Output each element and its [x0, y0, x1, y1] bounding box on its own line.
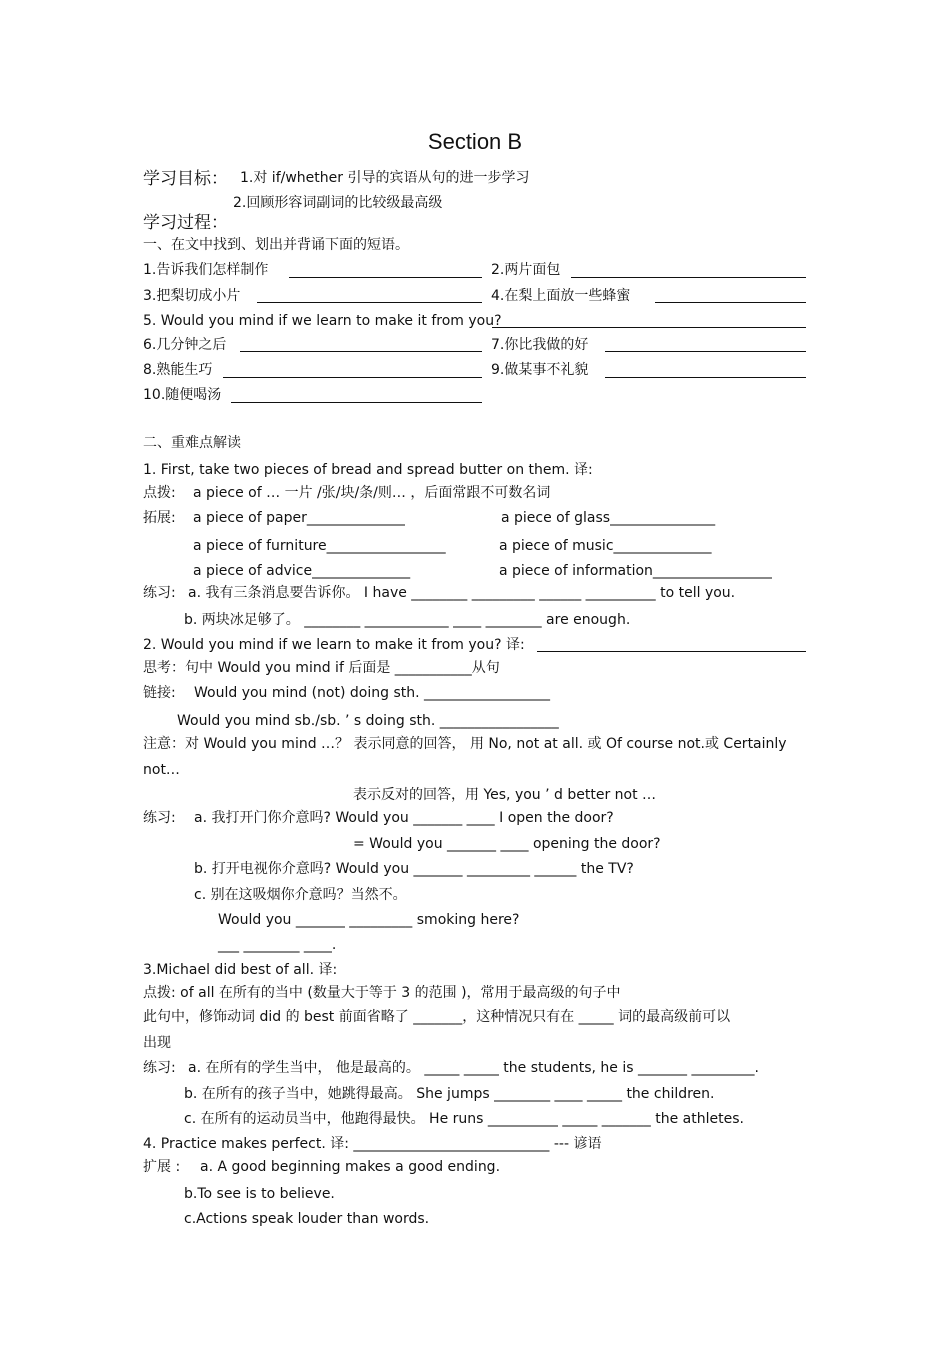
phrase-2: 2.两片面包	[491, 262, 561, 278]
point3-ex-b: b. 在所有的孩子当中，她跳得最高。 She jumps ________ ____ _____ the children.	[184, 1086, 715, 1102]
phrase-10: 10.随便喝汤	[143, 387, 222, 403]
answer-line-2[interactable]	[571, 277, 806, 278]
answer-line-1[interactable]	[289, 277, 482, 278]
point2-link-1: Would you mind (not) doing sth. __________________	[194, 685, 551, 701]
ext-glass: a piece of glass_______________	[501, 510, 716, 526]
ext-furniture: a piece of furniture_________________	[193, 538, 446, 554]
process-label: 学习过程：	[143, 213, 228, 233]
ext-music: a piece of music______________	[499, 538, 712, 554]
point3-ex-label: 练习:	[143, 1060, 176, 1076]
proverb-c: c.Actions speak louder than words.	[184, 1211, 430, 1227]
point2-sentence: 2. Would you mind if we learn to make it from you? 译:	[143, 637, 525, 653]
point1-sentence: 1. First, take two pieces of bread and spread butter on them. 译:	[143, 462, 593, 478]
point1-ex-label: 练习:	[143, 585, 176, 601]
point2-ex-c1: Would you _______ _________ smoking here?	[218, 912, 520, 928]
answer-line-9[interactable]	[605, 377, 806, 378]
answer-line-7[interactable]	[605, 351, 806, 352]
ext-information: a piece of information_________________	[499, 563, 772, 579]
point2-ex-c2: ___ ________ ____.	[218, 937, 337, 953]
point3-tip: 点拨: of all 在所有的当中 (数量大于等于 3 的范围 )，常用于最高级的句子中	[143, 985, 621, 1001]
objective-2: 2.回顾形容词副词的比较级最高级	[233, 195, 443, 211]
point2-ex-a: a. 我打开门你介意吗? Would you _______ ____ I open the door?	[194, 810, 614, 826]
phrase-5: 5. Would you mind if we learn to make it from you?	[143, 313, 502, 329]
answer-line-10[interactable]	[231, 402, 482, 403]
point3-sentence: 3.Michael did best of all. 译:	[143, 962, 338, 978]
point1-ex-a: a. 我有三条消息要告诉你。 I have ________ _________ ______ __________ to tell you.	[188, 585, 736, 601]
answer-line-8[interactable]	[223, 377, 482, 378]
page-title: Section B	[427, 129, 523, 154]
point1-ex-b: b. 两块冰足够了。 ________ ____________ ____ ________ are enough.	[184, 612, 631, 628]
point2-ex-a2: = Would you _______ ____ opening the door?	[353, 836, 661, 852]
answer-line-4[interactable]	[655, 302, 806, 303]
point1-tip-text: a piece of … 一片 /张/块/条/则… ，后面常跟不可数名词	[193, 485, 551, 501]
answer-line-6[interactable]	[240, 351, 482, 352]
point3-ex-c: c. 在所有的运动员当中，他跑得最快。 He runs __________ _____ _______ the athletes.	[184, 1111, 744, 1127]
point2-link-label: 链接:	[143, 685, 176, 701]
part2-heading: 二、重难点解读	[143, 435, 241, 451]
proverb-b: b.To see is to believe.	[184, 1186, 335, 1202]
point3-note-1: 此句中，修饰动词 did 的 best 前面省略了 _______，这种情况只有在 _____ 词的最高级前可以	[143, 1009, 731, 1025]
point2-translation-line[interactable]	[537, 651, 806, 652]
point2-note-3: 表示反对的回答，用 Yes, you ’ d better not …	[353, 787, 657, 803]
objectives-label: 学习目标：	[143, 169, 228, 189]
phrase-9: 9.做某事不礼貌	[491, 362, 589, 378]
phrase-1: 1.告诉我们怎样制作	[143, 262, 269, 278]
point2-link-2: Would you mind sb./sb. ’ s doing sth. _________________	[177, 713, 559, 729]
answer-line-3[interactable]	[257, 302, 482, 303]
objective-1: 1.对 if/whether 引导的宾语从句的进一步学习	[240, 170, 530, 186]
part1-heading: 一、在文中找到、划出并背诵下面的短语。	[143, 237, 409, 253]
phrase-8: 8.熟能生巧	[143, 362, 213, 378]
point2-ex-c: c. 别在这吸烟你介意吗？当然不。	[194, 887, 407, 903]
point4-sentence: 4. Practice makes perfect. 译: ____________________________ --- 谚语	[143, 1136, 602, 1152]
point1-ext-label: 拓展:	[143, 510, 176, 526]
point4-ext-label: 扩展 :	[143, 1159, 181, 1175]
point2-note-1: 注意：对 Would you mind …？ 表示同意的回答， 用 No, not at all. 或 Of course not.或 Certainly	[143, 736, 787, 752]
phrase-6: 6.几分钟之后	[143, 337, 227, 353]
point1-tip-label: 点拨:	[143, 485, 176, 501]
point2-think: 思考：句中 Would you mind if 后面是 ___________从句	[143, 660, 500, 676]
point2-note-2: not…	[143, 762, 180, 778]
point2-ex-label: 练习:	[143, 810, 176, 826]
phrase-4: 4.在梨上面放一些蜂蜜	[491, 288, 631, 304]
point2-ex-b: b. 打开电视你介意吗? Would you _______ _________ ______ the TV?	[194, 861, 634, 877]
phrase-7: 7.你比我做的好	[491, 337, 589, 353]
phrase-3: 3.把梨切成小片	[143, 288, 241, 304]
ext-paper: a piece of paper______________	[193, 510, 405, 526]
point3-ex-a: a. 在所有的学生当中， 他是最高的。 _____ _____ the students, he is _______ _________.	[188, 1060, 759, 1076]
ext-advice: a piece of advice______________	[193, 563, 411, 579]
proverb-a: a. A good beginning makes a good ending.	[200, 1159, 501, 1175]
answer-line-5[interactable]	[492, 327, 806, 328]
point3-note-2: 出现	[143, 1035, 171, 1051]
